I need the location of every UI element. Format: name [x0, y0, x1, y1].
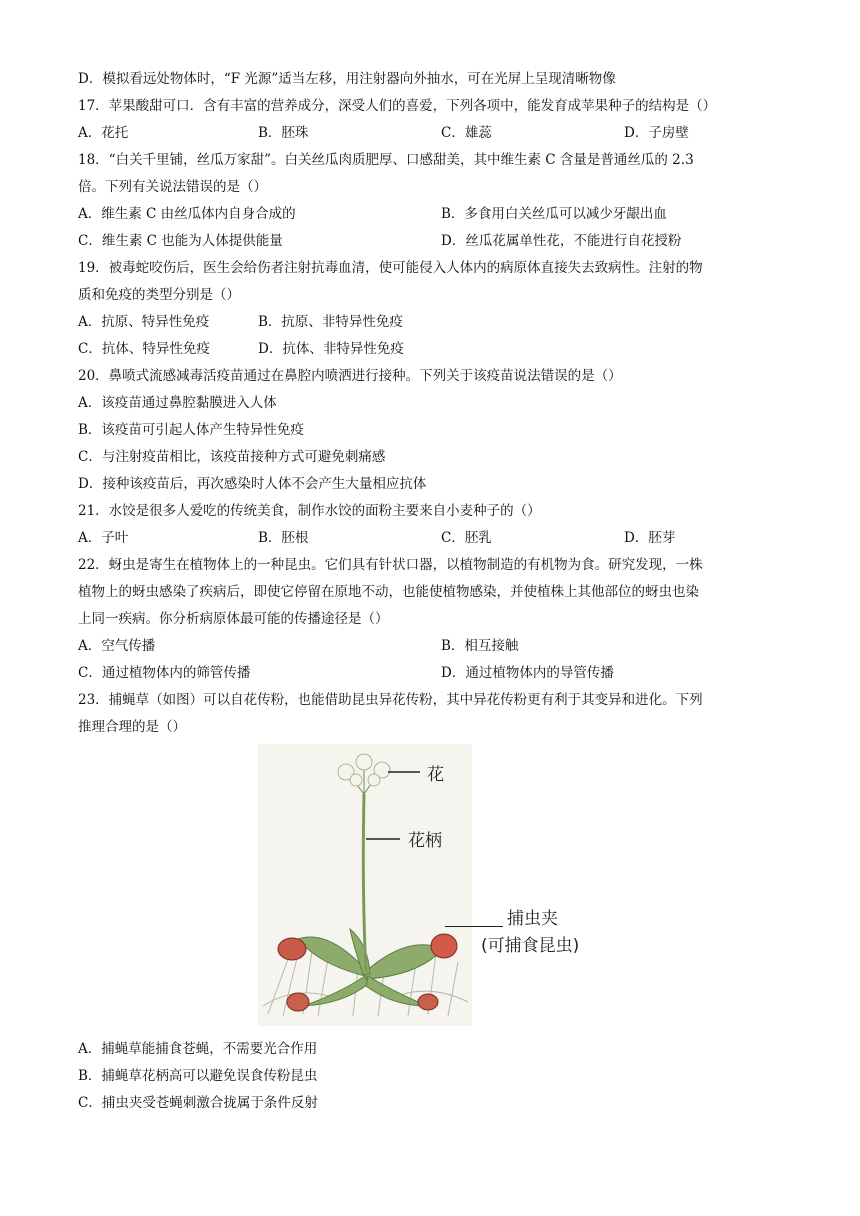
q17-option-c: C．雄蕊 [441, 125, 492, 141]
q22-stem-3: 上同一疾病。你分析病原体最可能的传播途径是（） [78, 611, 389, 627]
q18-stem-1: 18．“白关千里铺，丝瓜万家甜”。白关丝瓜肉质肥厚、口感甜美，其中维生素 C 含量是普通丝瓜的 2.3 [78, 152, 694, 168]
q23-option-b: B．捕蝇草花柄高可以避免误食传粉昆虫 [78, 1068, 318, 1084]
q19-stem-1: 19．被毒蛇咬伤后，医生会给伤者注射抗毒血清，使可能侵入人体内的病原体直接失去致病性。注射的物 [78, 260, 703, 276]
q22-option-a: A．空气传播 [78, 638, 156, 654]
q18-option-d: D．丝瓜花属单性花，不能进行自花授粉 [441, 233, 682, 249]
flytrap-illustration [258, 744, 472, 1026]
q22-option-c: C．通过植物体内的筛管传播 [78, 665, 251, 681]
q19-option-b: B．抗原、非特异性免疫 [258, 314, 403, 330]
q22-stem-2: 植物上的蚜虫感染了疾病后，即使它停留在原地不动，也能使植物感染，并使植株上其他部位的蚜虫也染 [78, 584, 699, 600]
q19-option-d: D．抗体、非特异性免疫 [258, 341, 404, 357]
trap-leader-line [445, 926, 503, 927]
q23-stem-1: 23．捕蝇草（如图）可以自花传粉，也能借助昆虫异花传粉，其中异花传粉更有利于其变异和进化。下列 [78, 692, 703, 708]
q18-option-a: A．维生素 C 由丝瓜体内自身合成的 [78, 206, 296, 222]
q20-option-a: A．该疫苗通过鼻腔黏膜进入人体 [78, 395, 277, 411]
q21-option-a: A．子叶 [78, 530, 129, 546]
q23-option-c: C．捕虫夹受苍蝇刺激合拢属于条件反射 [78, 1095, 318, 1111]
q20-option-d: D．接种该疫苗后，再次感染时人体不会产生大量相应抗体 [78, 476, 427, 492]
q21-option-c: C．胚乳 [441, 530, 492, 546]
q17-option-a: A．花托 [78, 125, 129, 141]
q19-option-c: C．抗体、特异性免疫 [78, 341, 210, 357]
q23-stem-2: 推理合理的是（） [78, 719, 186, 735]
figure-label-trap-note: (可捕食昆虫) [481, 936, 580, 956]
q20-stem: 20．鼻喷式流感减毒活疫苗通过在鼻腔内喷洒进行接种。下列关于该疫苗说法错误的是（） [78, 368, 622, 384]
q23-option-a: A．捕蝇草能捕食苍蝇，不需要光合作用 [78, 1041, 318, 1057]
figure-label-stalk: 花柄 [408, 831, 442, 851]
q19-stem-2: 质和免疫的类型分别是（） [78, 287, 240, 303]
q22-stem-1: 22．蚜虫是寄生在植物体上的一种昆虫。它们具有针状口器，以植物制造的有机物为食。研究发现，一株 [78, 557, 703, 573]
flytrap-figure [258, 744, 472, 1026]
q17-option-b: B．胚珠 [258, 125, 309, 141]
q17-option-d: D．子房壁 [624, 125, 689, 141]
q21-option-d: D．胚芽 [624, 530, 676, 546]
q22-option-d: D．通过植物体内的导管传播 [441, 665, 614, 681]
figure-label-trap: 捕虫夹 [507, 909, 558, 929]
q20-option-b: B．该疫苗可引起人体产生特异性免疫 [78, 422, 304, 438]
q21-stem: 21．水饺是很多人爱吃的传统美食，制作水饺的面粉主要来自小麦种子的（） [78, 503, 541, 519]
q21-option-b: B．胚根 [258, 530, 309, 546]
q18-option-b: B．多食用白关丝瓜可以减少牙龈出血 [441, 206, 667, 222]
q22-option-b: B．相互接触 [441, 638, 519, 654]
q16-option-d: D．模拟看远处物体时，“F 光源”适当左移，用注射器向外抽水，可在光屏上呈现清晰物像 [78, 71, 616, 87]
q18-stem-2: 倍。下列有关说法错误的是（） [78, 179, 267, 195]
figure-label-flower: 花 [427, 765, 444, 785]
q19-option-a: A．抗原、特异性免疫 [78, 314, 210, 330]
q17-stem: 17．苹果酸甜可口．含有丰富的营养成分，深受人们的喜爱，下列各项中，能发育成苹果种子的结构是（） [78, 98, 717, 114]
q20-option-c: C．与注射疫苗相比，该疫苗接种方式可避免刺痛感 [78, 449, 386, 465]
q18-option-c: C．维生素 C 也能为人体提供能量 [78, 233, 283, 249]
